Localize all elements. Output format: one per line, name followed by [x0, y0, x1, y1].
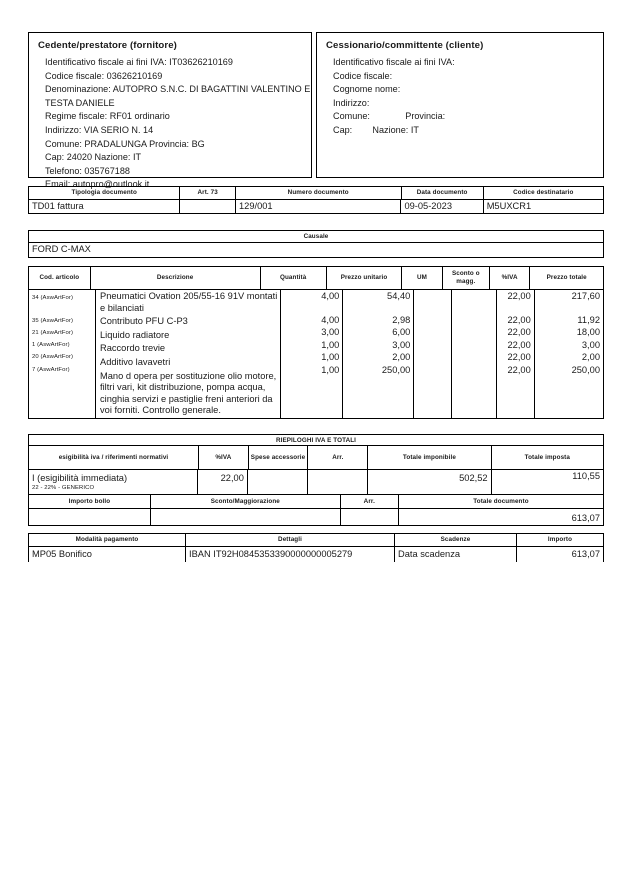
supplier-block — [28, 32, 312, 190]
cell-cod-articolo: 35 (AswArtFor) — [32, 318, 74, 324]
col-header-um: UM — [401, 266, 442, 290]
cell-prezzo-totale: 18,00 — [576, 327, 600, 338]
line-items-table — [28, 266, 604, 419]
cell-iva: 22,00 — [507, 364, 531, 375]
line-items-header-row — [28, 266, 604, 290]
supplier-line: Regime fiscale: RF01 ordinario — [45, 111, 170, 122]
cell-prezzo-totale: 250,00 — [571, 364, 600, 375]
customer-line: Comune: Provincia: — [333, 111, 446, 122]
col-header-arrotondamento-totale: Arr. — [340, 495, 398, 509]
value-arrotondamento — [307, 470, 367, 495]
cell-prezzo-unitario: 54,40 — [387, 291, 411, 301]
value-numero-documento: 129/001 — [235, 199, 400, 214]
line-items-body — [28, 290, 604, 419]
col-header-descrizione: Descrizione — [90, 266, 260, 290]
causale-header: Causale — [28, 230, 604, 243]
column-quantita — [280, 290, 342, 419]
cell-iva: 22,00 — [507, 339, 531, 350]
totals-value-row — [28, 509, 604, 526]
col-header-data-documento: Data documento — [401, 186, 483, 199]
value-codice-destinatario: M5UXCR1 — [483, 199, 604, 214]
cell-cod-articolo: 21 (AswArtFor) — [32, 330, 74, 336]
supplier-line: Telefono: 035767188 — [45, 165, 130, 176]
col-header-percent-iva: %IVA — [198, 446, 248, 470]
col-header-totale-imponibile: Totale imponibile — [367, 446, 490, 470]
cell-prezzo-totale: 11,92 — [577, 314, 600, 325]
col-header-totale-imposta: Totale imposta — [491, 446, 604, 470]
value-sconto-maggiorazione — [150, 509, 340, 526]
cell-descrizione: Liquido radiatore — [100, 329, 170, 340]
col-header-arrotondamento: Arr. — [307, 446, 367, 470]
supplier-line: Comune: PRADALUNGA Provincia: BG — [45, 138, 205, 149]
cell-prezzo-totale: 2,00 — [581, 352, 600, 363]
col-header-scadenze: Scadenze — [394, 533, 516, 546]
col-header-art73: Art. 73 — [179, 186, 234, 199]
col-header-modalita-pagamento: Modalità pagamento — [28, 533, 185, 546]
cell-sconto — [452, 290, 495, 291]
payment-value-row — [28, 546, 604, 562]
vat-summary-value-row — [28, 470, 604, 495]
totals-header-row — [28, 495, 604, 509]
cell-quantita: 4,00 — [321, 314, 340, 325]
value-modalita-pagamento: MP05 Bonifico — [28, 546, 185, 562]
cell-descrizione: Raccordo trevie — [100, 343, 166, 354]
vat-summary-header-row — [28, 446, 604, 470]
column-percent-iva — [496, 290, 534, 419]
value-totale-imposta: 110,55 — [491, 470, 604, 495]
supplier-line: Indirizzo: VIA SERIO N. 14 — [45, 124, 154, 135]
cell-cod-articolo: 1 (AswArtFor) — [32, 342, 70, 348]
col-header-dettagli: Dettagli — [185, 533, 394, 546]
value-totale-imponibile: 502,52 — [367, 470, 490, 495]
value-riferimento-normativo: 22 - 22% - GENERICO — [32, 485, 95, 491]
vat-summary-table — [28, 434, 604, 526]
customer-line: Indirizzo: — [333, 97, 370, 108]
supplier-line: Denominazione: AUTOPRO S.N.C. DI BAGATTINI VALENTINO E — [45, 84, 311, 95]
vat-summary-title: RIEPILOGHI IVA E TOTALI — [28, 434, 604, 446]
column-prezzo-totale — [534, 290, 604, 419]
col-header-esigibilita: esigibilità iva / riferimenti normativi — [28, 446, 198, 470]
value-dettagli-iban: IBAN IT92H0845353390000000005279 — [185, 546, 394, 562]
cell-prezzo-unitario: 2,98 — [392, 314, 411, 325]
cell-prezzo-totale: 217,60 — [571, 291, 600, 301]
col-header-totale-documento: Totale documento — [398, 495, 604, 509]
customer-line: Codice fiscale: — [333, 70, 393, 81]
value-art73 — [179, 199, 235, 214]
cell-quantita: 1,00 — [321, 364, 340, 375]
document-info-value-row — [28, 199, 604, 214]
value-data-documento: 09-05-2023 — [400, 199, 482, 214]
value-arrotondamento-totale — [340, 509, 399, 526]
cell-iva: 22,00 — [507, 327, 531, 338]
value-esigibilita: I (esigibilità immediata) — [32, 473, 128, 483]
customer-lines — [326, 56, 594, 138]
cell-quantita: 1,00 — [321, 352, 340, 363]
col-header-numero-documento: Numero documento — [235, 186, 401, 199]
col-header-tipologia: Tipologia documento — [28, 186, 179, 199]
supplier-heading: Cedente/prestatore (fornitore) — [38, 40, 177, 51]
column-um — [413, 290, 451, 419]
supplier-line: Cap: 24020 Nazione: IT — [45, 152, 142, 163]
value-importo-bollo — [28, 509, 150, 526]
col-header-quantita: Quantità — [260, 266, 326, 290]
col-header-prezzo-totale: Prezzo totale — [529, 266, 604, 290]
supplier-line: Codice fiscale: 03626210169 — [45, 70, 163, 81]
value-importo: 613,07 — [516, 546, 604, 562]
cell-cod-articolo: 7 (AswArtFor) — [32, 367, 70, 373]
col-header-spese-accessorie: Spese accessorie — [248, 446, 308, 470]
column-cod-articolo — [28, 290, 95, 419]
cell-iva: 22,00 — [507, 352, 531, 363]
value-totale-documento: 613,07 — [398, 509, 604, 526]
customer-line: Identificativo fiscale ai fini IVA: — [333, 57, 455, 67]
value-percent-iva: 22,00 — [197, 470, 247, 495]
col-header-sconto-magg: Sconto o magg. — [442, 266, 489, 290]
customer-line: Cognome nome: — [333, 84, 401, 95]
cell-quantita: 4,00 — [321, 291, 340, 301]
cell-descrizione: Additivo lavavetri — [100, 356, 171, 367]
cell-prezzo-unitario: 3,00 — [392, 339, 411, 350]
cell-descrizione: Mano d opera per sostituzione olio motore, filtri vari, kit distribuzione, pompa acqua, cinghia servizi e pastiglie freni anteriori da voi forniti. Controllo generale. — [100, 370, 277, 416]
cell-cod-articolo: 34 (AswArtFor) — [32, 295, 74, 301]
col-header-prezzo-unitario: Prezzo unitario — [326, 266, 401, 290]
cell-descrizione: Contributo PFU C-P3 — [100, 316, 188, 327]
document-info-header-row — [28, 186, 604, 199]
column-descrizione — [95, 290, 280, 419]
customer-line: Cap: Nazione: IT — [333, 124, 419, 135]
payment-header-row — [28, 533, 604, 546]
cell-prezzo-unitario: 6,00 — [392, 327, 411, 338]
supplier-lines — [38, 56, 311, 192]
value-scadenze: Data scadenza — [394, 546, 516, 562]
cell-descrizione: Pneumatici Ovation 205/55-16 91V montati e bilanciati — [100, 291, 278, 313]
cell-iva: 22,00 — [507, 291, 531, 301]
cell-prezzo-totale: 3,00 — [581, 339, 600, 350]
cell-prezzo-unitario: 2,00 — [392, 352, 411, 363]
value-esigibilita-cell — [28, 470, 197, 495]
col-header-importo-bollo: Importo bollo — [28, 495, 150, 509]
column-prezzo-unitario — [342, 290, 413, 419]
cell-um — [414, 290, 451, 291]
supplier-line: TESTA DANIELE — [45, 97, 115, 108]
col-header-sconto-maggiorazione: Sconto/Maggiorazione — [150, 495, 340, 509]
value-spese-accessorie — [247, 470, 307, 495]
payment-table — [28, 533, 604, 562]
value-tipologia: TD01 fattura — [28, 199, 179, 214]
cell-prezzo-unitario: 250,00 — [381, 364, 411, 375]
cell-iva: 22,00 — [507, 314, 531, 325]
col-header-importo: Importo — [516, 533, 604, 546]
col-header-percent-iva: %IVA — [489, 266, 530, 290]
causale-table — [28, 230, 604, 258]
supplier-line: Identificativo fiscale ai fini IVA: IT03626210169 — [45, 57, 233, 67]
document-info-table — [28, 186, 604, 214]
col-header-cod-articolo: Cod. articolo — [28, 266, 90, 290]
cell-quantita: 1,00 — [321, 339, 340, 350]
cell-quantita: 3,00 — [321, 327, 340, 338]
col-header-codice-destinatario: Codice destinatario — [483, 186, 604, 199]
column-sconto-magg — [451, 290, 495, 419]
causale-value: FORD C-MAX — [28, 243, 604, 258]
customer-heading: Cessionario/committente (cliente) — [326, 40, 484, 51]
cell-cod-articolo: 20 (AswArtFor) — [32, 354, 74, 360]
supplier-line: Email: autopro@outlook.it — [45, 179, 150, 190]
customer-block — [316, 32, 604, 178]
